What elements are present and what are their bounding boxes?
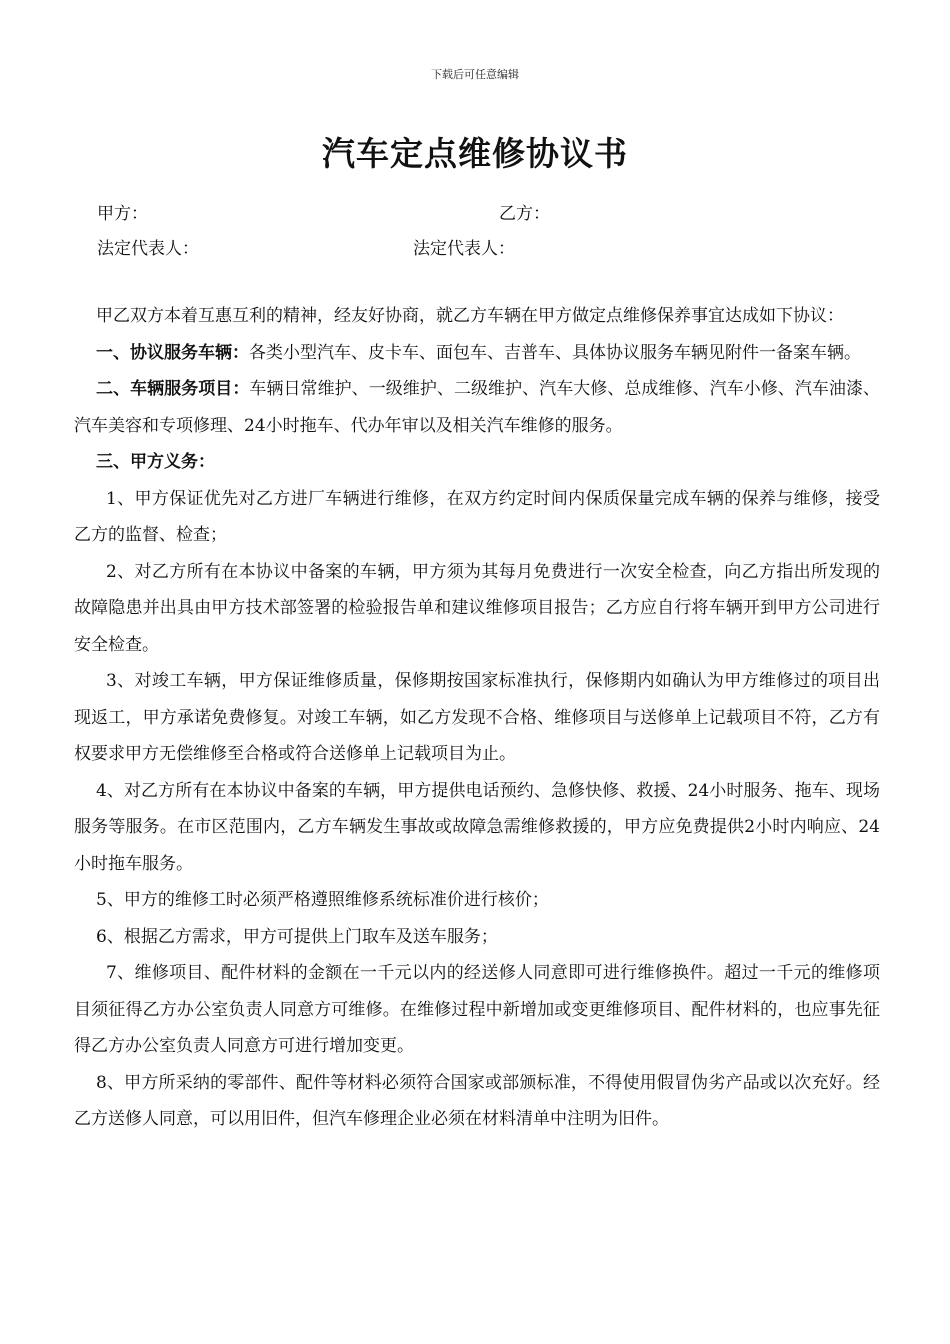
section-vehicles: [74, 335, 880, 372]
obligation-item: 6、根据乙方需求，甲方可提供上门取车及送车服务；: [96, 926, 498, 947]
section-obligations-heading: 三、甲方义务：: [96, 452, 215, 472]
obligation-item: 3、对竣工车辆，甲方保证维修质量，保修期按国家标准执行，保修期内如确认为甲方维修过的项目出现返工，甲方承诺免费修复。对竣工车辆，如乙方发现不合格、维修项目与送修单上记载项目不符，乙方有权要求甲方无偿维修至合格或符合送修单上记载项目为止。: [74, 671, 880, 764]
section-vehicles-heading: 一、协议服务车辆：: [96, 342, 249, 363]
obligation-item: 5、甲方的维修工时必须严格遵照维修系统标准价进行核价；: [96, 890, 549, 910]
party-a-label: 甲方：: [97, 204, 148, 224]
section-services: [74, 371, 880, 444]
section-services-text: 车辆日常维护、一级维护、二级维护、汽车大修、总成维修、汽车小修、汽车油漆、汽车美容和专项修理、24小时拖车、代办年审以及相关汽车维修的服务。: [74, 379, 881, 436]
obligation-item: 8、甲方所采纳的零部件、配件等材料必须符合国家或部颁标准，不得使用假冒伪劣产品或以次充好。经乙方送修人同意，可以用旧件，但汽车修理企业必须在材料清单中注明为旧件。: [74, 1072, 880, 1129]
section-services-heading: 二、车辆服务项目：: [96, 379, 250, 399]
agreement-body: [74, 298, 880, 1138]
party-b-representative-label: 法定代表人：: [413, 239, 515, 259]
section-vehicles-text: 各类小型汽车、皮卡车、面包车、吉普车、具体协议服务车辆见附件一备案车辆。: [249, 342, 861, 363]
obligation-item: 2、对乙方所有在本协议中备案的车辆，甲方须为其每月免费进行一次安全检查，向乙方指出所发现的故障隐患并出具由甲方技术部签署的检验报告单和建议维修项目报告；乙方应自行将车辆开到甲方公司进行安全检查。: [74, 561, 880, 655]
party-b-label: 乙方：: [499, 204, 550, 224]
obligation-item: 4、对乙方所有在本协议中备案的车辆，甲方提供电话预约、急修快修、救援、24小时服务、拖车、现场服务等服务。在市区范围内，乙方车辆发生事故或故障急需维修救援的，甲方应免费提供2小时内响应、24小时拖车服务。: [74, 780, 880, 874]
document-title: 汽车定点维修协议书: [322, 134, 628, 173]
intro-paragraph: 甲乙双方本着互惠互利的精神，经友好协商，就乙方车辆在甲方做定点维修保养事宜达成如下协议：: [96, 306, 844, 326]
header-note: 下载后可任意编辑: [431, 68, 519, 81]
obligation-item: 1、甲方保证优先对乙方进厂车辆进行维修，在双方约定时间内保质保量完成车辆的保养与维修，接受乙方的监督、检查；: [74, 488, 880, 545]
party-a-representative-label: 法定代表人：: [97, 239, 199, 259]
obligation-item: 7、维修项目、配件材料的金额在一千元以内的经送修人同意即可进行维修换件。超过一千元的维修项目须征得乙方办公室负责人同意方可维修。在维修过程中新增加或变更维修项目、配件材料的，也应事先征得乙方办公室负责人同意方可进行增加变更。: [74, 963, 880, 1056]
